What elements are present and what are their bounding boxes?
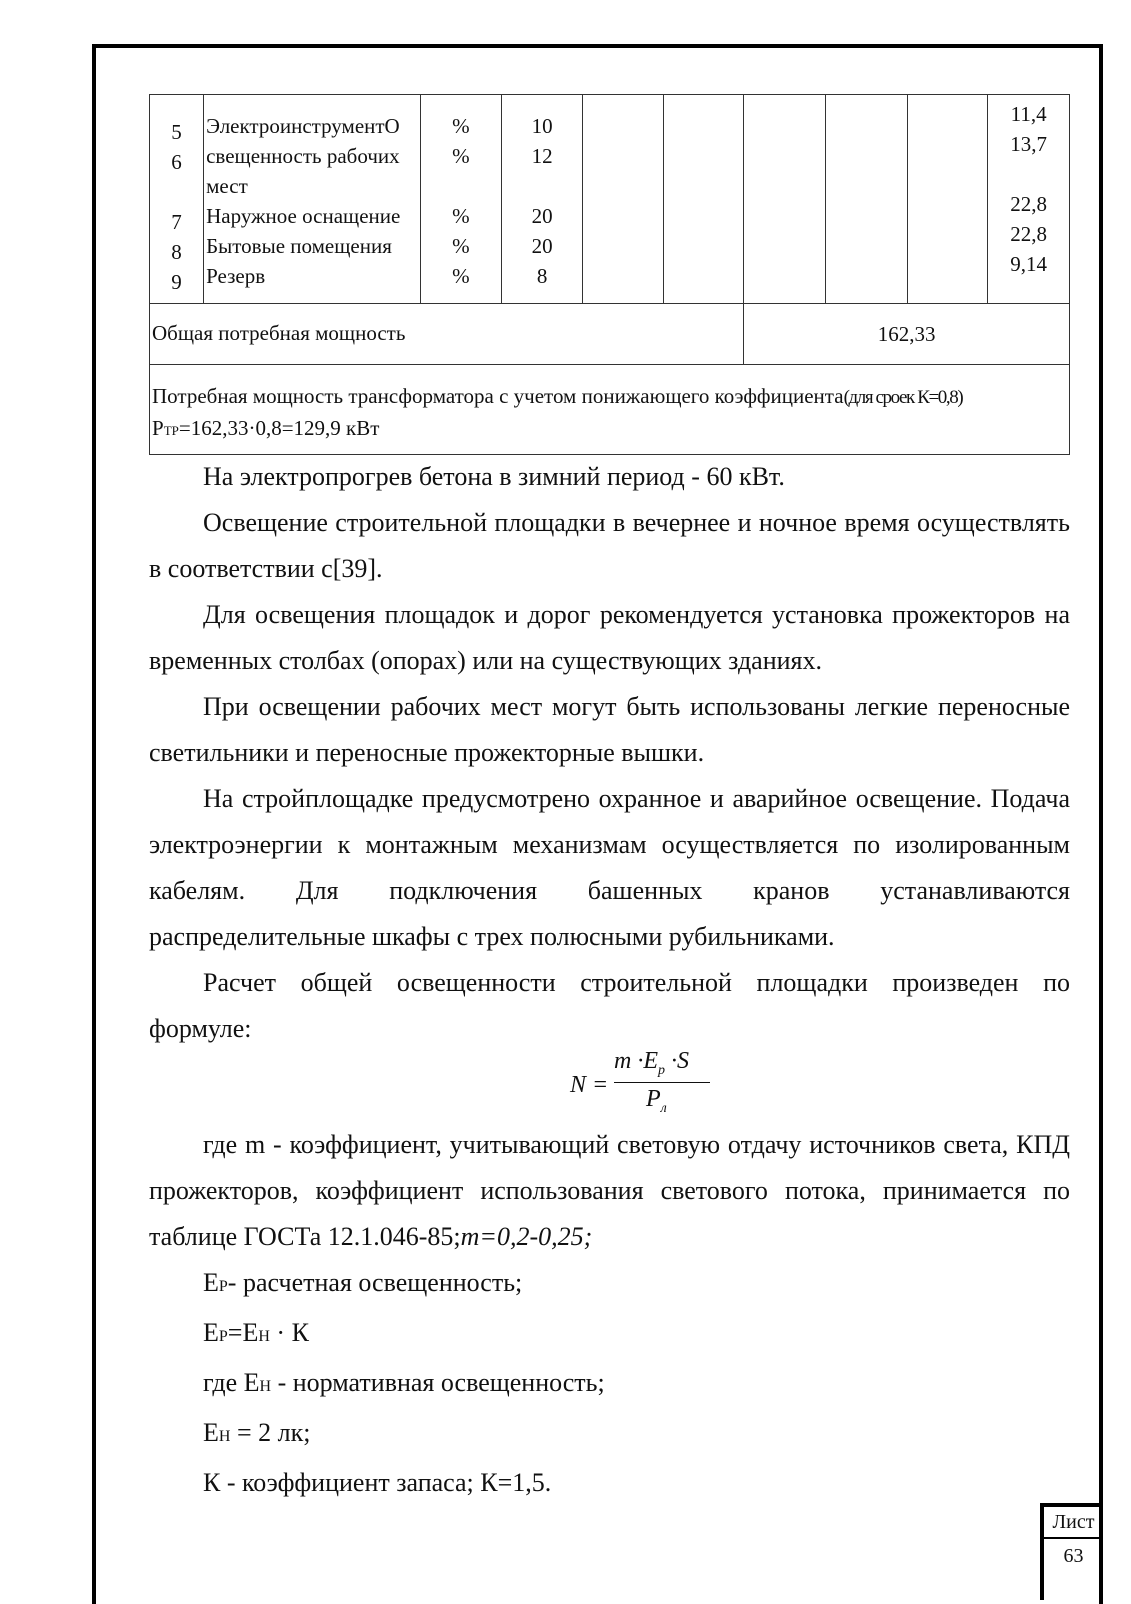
total-row (150, 304, 1070, 365)
def-ep-text: - расчетная освещенность; (227, 1268, 523, 1297)
row-value: 8 (536, 264, 548, 288)
transformer-note (150, 365, 1070, 455)
col-name (204, 95, 420, 304)
row-name: Бытовые помещения (206, 234, 392, 258)
row-name: ЭлектроинструментО (206, 114, 400, 138)
note-p: P (152, 416, 164, 440)
col-number (150, 95, 204, 304)
def-ep-sub: Р (218, 1278, 228, 1295)
row-number: 5 (171, 120, 182, 144)
row-result: 22,8 (1010, 192, 1047, 216)
row-number: 7 (171, 210, 182, 234)
paragraph: На стройплощадке предусмотрено охранное и аварийное освещение. Подача электроэнергии к монтажным механизмам осуществляется по изолированным кабелям. Для подключения башенных кранов устанавливаются распределительные шкафы с трех полюсными рубильниками. (149, 784, 1070, 951)
note-row (150, 365, 1070, 455)
row-name: Наружное оснащение (206, 204, 401, 228)
formula-den-sub: л (660, 1100, 667, 1116)
row-value: 20 (531, 204, 553, 228)
formula-denominator (646, 1086, 667, 1117)
paragraph: На электропрогрев бетона в зимний период - 60 кВт. (203, 462, 785, 491)
table-row (150, 95, 1070, 304)
paragraph: Для освещения площадок и дорог рекомендуется установка прожекторов на временных столбах (опорах) или на существующих зданиях. (149, 600, 1070, 675)
def-eq-sub1: Р (218, 1328, 228, 1345)
def-en2-text: = 2 лк; (230, 1418, 311, 1447)
def-en-sub: Н (259, 1378, 272, 1395)
empty-cell (582, 95, 663, 304)
empty-cell (825, 95, 907, 304)
total-value: 162,33 (744, 304, 1070, 365)
row-unit: % (452, 204, 470, 228)
paragraph: При освещении рабочих мест могут быть использованы легкие переносные светильники и переносные прожекторные вышки. (149, 692, 1070, 767)
def-ep-e: Е (203, 1268, 219, 1297)
def-eq-sub2: Н (258, 1328, 270, 1345)
formula-num-sub: р (658, 1062, 665, 1078)
def-eq (149, 1310, 1070, 1360)
row-value: 20 (531, 234, 553, 258)
paragraph: Освещение строительной площадки в вечернее и ночное время осуществлять в соответствии с[39]. (149, 508, 1070, 583)
col-unit (420, 95, 502, 304)
def-en-value (149, 1410, 1070, 1460)
fraction-bar (614, 1082, 710, 1083)
row-unit: % (452, 234, 470, 258)
row-result: 22,8 (1010, 222, 1047, 246)
power-table (149, 94, 1070, 455)
row-name: Резерв (206, 264, 266, 288)
note-subscript: ТР (163, 423, 179, 438)
row-number: 8 (171, 240, 182, 264)
total-label: Общая потребная мощность (150, 304, 744, 365)
def-en2-sub: Н (218, 1428, 231, 1445)
formula-num-s: ·S (665, 1048, 689, 1074)
def-eq-e1: Е (203, 1318, 219, 1347)
row-result: 11,4 (1010, 102, 1047, 126)
col-value (502, 95, 583, 304)
def-en-text: - нормативная освещенность; (271, 1368, 605, 1397)
def-ep (149, 1260, 1070, 1310)
formula-lhs: N = (570, 1072, 609, 1098)
body-text (149, 454, 1070, 1052)
def-k: К - коэффициент запаса; К=1,5. (203, 1468, 552, 1497)
illumination-formula (570, 1048, 710, 1128)
sheet-stamp (1040, 1503, 1103, 1600)
def-en2-e: Е (203, 1418, 219, 1447)
empty-cell (744, 95, 826, 304)
def-eq-tail: · К (269, 1318, 309, 1347)
paragraph: Расчет общей освещенности строительной площадки произведен по формуле: (149, 968, 1070, 1043)
row-number: 6 (171, 150, 182, 174)
row-value: 12 (531, 144, 553, 168)
row-unit: % (452, 264, 470, 288)
sheet-label: Лист (1044, 1507, 1103, 1539)
def-en-pre: где Е (203, 1368, 260, 1397)
formula-num-m: m ·E (614, 1048, 658, 1074)
row-number: 9 (171, 270, 182, 294)
formula-numerator (614, 1048, 689, 1079)
def-m-value: m=0,2-0,25; (460, 1222, 593, 1251)
row-value: 10 (531, 114, 553, 138)
row-result: 13,7 (1010, 132, 1047, 156)
page-number: 63 (1063, 1545, 1084, 1567)
col-result (988, 95, 1070, 304)
row-result: 9,14 (1010, 252, 1047, 276)
empty-cell (663, 95, 744, 304)
def-m-text: где m - коэффициент, учитывающий световую отдачу источников света, КПД прожекторов, коэффициент использования светового потока, принимается по таблице ГОСТа 12.1.046-85; (149, 1130, 1070, 1251)
empty-cell (907, 95, 988, 304)
row-unit: % (452, 114, 470, 138)
def-m (149, 1122, 1070, 1260)
def-eq-mid: =Е (227, 1318, 259, 1347)
note-line1: Потребная мощность трансформатора с учетом понижающего коэффициента (152, 384, 844, 408)
formula-den: P (646, 1086, 661, 1112)
row-name: свещенность рабочих мест (206, 144, 400, 198)
note-condition: (для сроек К=0,8) (843, 387, 963, 408)
def-en (149, 1360, 1070, 1410)
definitions (149, 1122, 1070, 1506)
row-unit: % (452, 144, 470, 168)
note-line2: =162,33·0,8=129,9 кВт (178, 416, 380, 440)
